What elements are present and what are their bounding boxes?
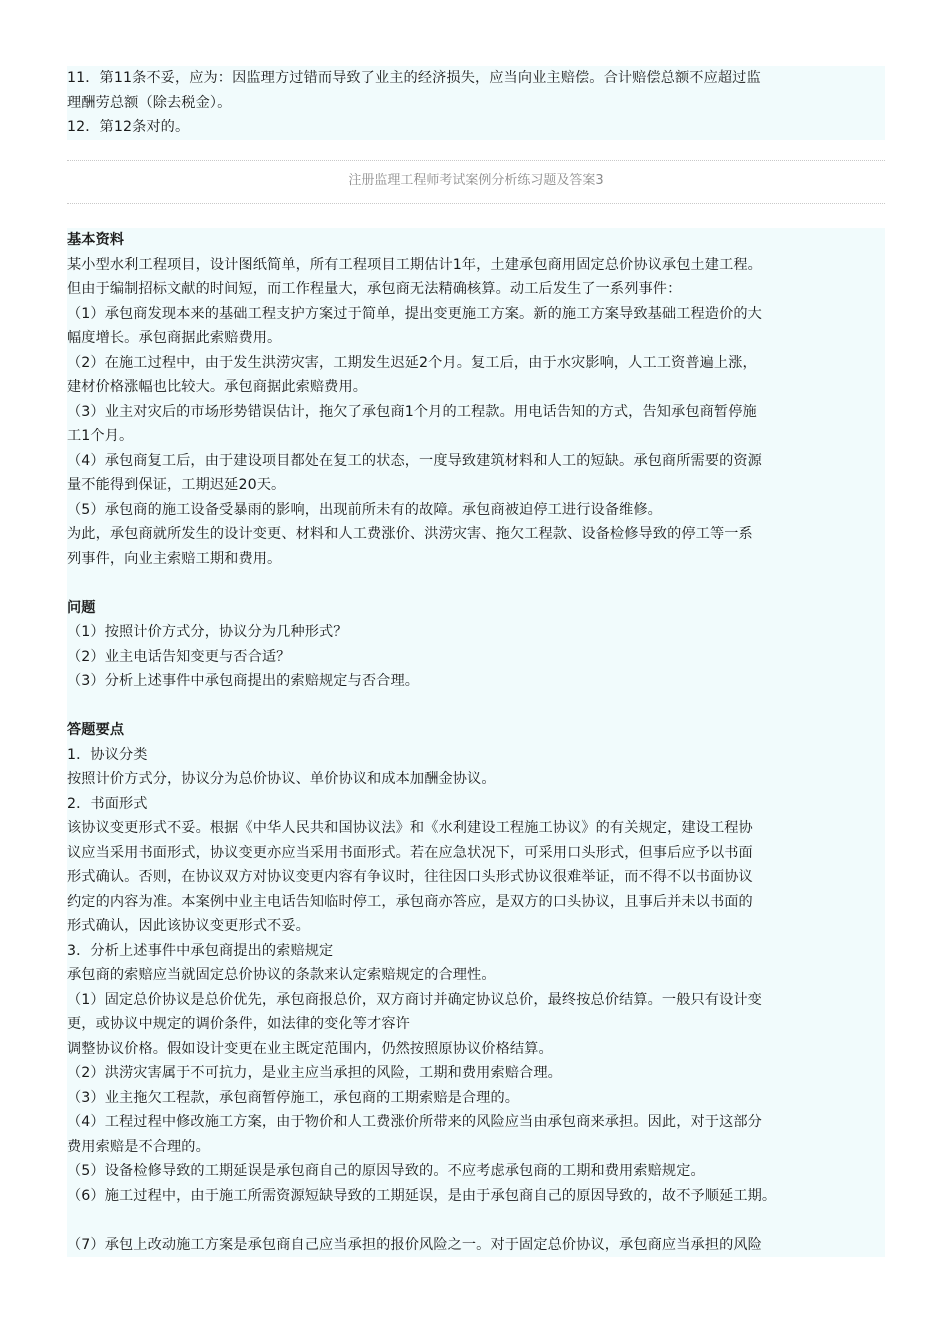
text-line: 列事件，向业主索赔工期和费用。 xyxy=(67,550,282,567)
text-line: （4）承包商复工后，由于建设项目都处在复工的状态，一度导致建筑材料和人工的短缺。承包商所需要的资源 xyxy=(67,452,762,469)
text-line: 形式确认。否则，在协议双方对协议变更内容有争议时，往往因口头形式协议很难举证，而不得不以书面协议 xyxy=(67,869,753,885)
text-line: （2）洪涝灾害属于不可抗力，是业主应当承担的风险，工期和费用索赔合理。 xyxy=(67,1065,562,1081)
text-line: 建材价格涨幅也比较大。承包商据此索赔费用。 xyxy=(67,379,368,395)
basic-heading: 基本资料 xyxy=(67,232,125,248)
answers-heading: 答题要点 xyxy=(67,722,125,738)
text-line: 承包商的索赔应当就固定总价协议的条款来认定索赔规定的合理性。 xyxy=(67,967,496,983)
text-line: 理酬劳总额（除去税金）。 xyxy=(67,94,232,111)
case-block xyxy=(67,228,885,1257)
text-line: 议应当采用书面形式，协议变更亦应当采用书面形式。若在应急状况下，可采用口头形式，但事后应予以书面 xyxy=(67,844,753,861)
text-line: 为此，承包商就所发生的设计变更、材料和人工费涨价、洪涝灾害、拖欠工程款、设备检修导致的停工等一系 xyxy=(67,526,753,542)
spacer xyxy=(67,571,885,596)
text-line: 费用索赔是不合理的。 xyxy=(67,1138,210,1155)
text-line: （1）承包商发现本来的基础工程支护方案过于简单，提出变更施工方案。新的施工方案导致基础工程造价的大 xyxy=(67,305,762,322)
text-line: （3）分析上述事件中承包商提出的索赔规定与否合理。 xyxy=(67,673,420,689)
text-line: 1．协议分类 xyxy=(67,746,148,763)
text-line: 形式确认，因此该协议变更形式不妥。 xyxy=(67,918,310,934)
separator-bottom xyxy=(67,203,885,204)
top-answers-block xyxy=(67,66,885,140)
text-line: （5）设备检修导致的工期延误是承包商自己的原因导致的。不应考虑承包商的工期和费用索赔规定。 xyxy=(67,1163,705,1179)
text-line: 更，或协议中规定的调价条件，如法律的变化等才容许 xyxy=(67,1016,410,1032)
text-line: （6）施工过程中，由于施工所需资源短缺导致的工期延误，是由于承包商自己的原因导致的，故不予顺延工期。 xyxy=(67,1187,777,1204)
answer-lines-continued xyxy=(67,1233,885,1258)
text-line: （2）在施工过程中，由于发生洪涝灾害，工期发生迟延2个月。复工后，由于水灾影响，人工工资普遍上涨， xyxy=(67,354,757,371)
text-line: 幅度增长。承包商据此索赔费用。 xyxy=(67,330,282,346)
text-line: （2）业主电话告知变更与否合适？ xyxy=(67,648,291,665)
text-line: 工1个月。 xyxy=(67,428,134,444)
text-line: 约定的内容为准。本案例中业主电话告知临时停工，承包商亦答应，是双方的口头协议，且事后并未以书面的 xyxy=(67,893,753,910)
separator-top xyxy=(67,160,885,161)
text-line: 3．分析上述事件中承包商提出的索赔规定 xyxy=(67,942,334,959)
text-line: 11．第11条不妥，应为：因监理方过错而导致了业主的经济损失，应当向业主赔偿。合计赔偿总额不应超过监 xyxy=(67,70,761,86)
text-line: （1）按照计价方式分，协议分为几种形式？ xyxy=(67,624,348,640)
text-line: 2．书面形式 xyxy=(67,795,148,812)
section-caption: 注册监理工程师考试案例分析练习题及答案3 xyxy=(348,173,604,188)
text-line: （4）工程过程中修改施工方案，由于物价和人工费涨价所带来的风险应当由承包商来承担。因此，对于这部分 xyxy=(67,1114,762,1130)
text-line: 但由于编制招标文献的时间短，而工作程量大，承包商无法精确核算。动工后发生了一系列事件： xyxy=(67,281,682,297)
text-line: 该协议变更形式不妥。根据《中华人民共和国协议法》和《水利建设工程施工协议》的有关规定，建设工程协 xyxy=(67,820,753,836)
text-line: 按照计价方式分，协议分为总价协议、单价协议和成本加酬金协议。 xyxy=(67,771,496,787)
text-line: （5）承包商的施工设备受暴雨的影响，出现前所未有的故障。承包商被迫停工进行设备维修。 xyxy=(67,501,662,518)
text-line: 量不能得到保证，工期迟延20天。 xyxy=(67,477,286,493)
text-line: 12．第12条对的。 xyxy=(67,119,190,135)
text-line: （3）业主拖欠工程款，承包商暂停施工，承包商的工期索赔是合理的。 xyxy=(67,1089,520,1106)
questions-heading: 问题 xyxy=(67,599,96,616)
question-lines xyxy=(67,620,885,694)
basic-lines xyxy=(67,253,885,572)
spacer xyxy=(67,1208,885,1233)
text-line: 某小型水利工程项目，设计图纸简单，所有工程项目工期估计1年，土建承包商用固定总价协议承包土建工程。 xyxy=(67,256,762,273)
text-line: （7）承包上改动施工方案是承包商自己应当承担的报价风险之一。对于固定总价协议，承包商应当承担的风险 xyxy=(67,1236,762,1253)
text-line: 调整协议价格。假如设计变更在业主既定范围内，仍然按照原协议价格结算。 xyxy=(67,1040,553,1057)
text-line: （1）固定总价协议是总价优先，承包商报总价，双方商讨并确定协议总价，最终按总价结算。一般只有设计变 xyxy=(67,991,762,1008)
answer-lines xyxy=(67,743,885,1209)
text-line: （3）业主对灾后的市场形势错误估计，拖欠了承包商1个月的工程款。用电话告知的方式，告知承包商暂停施 xyxy=(67,403,757,420)
spacer xyxy=(67,694,885,719)
